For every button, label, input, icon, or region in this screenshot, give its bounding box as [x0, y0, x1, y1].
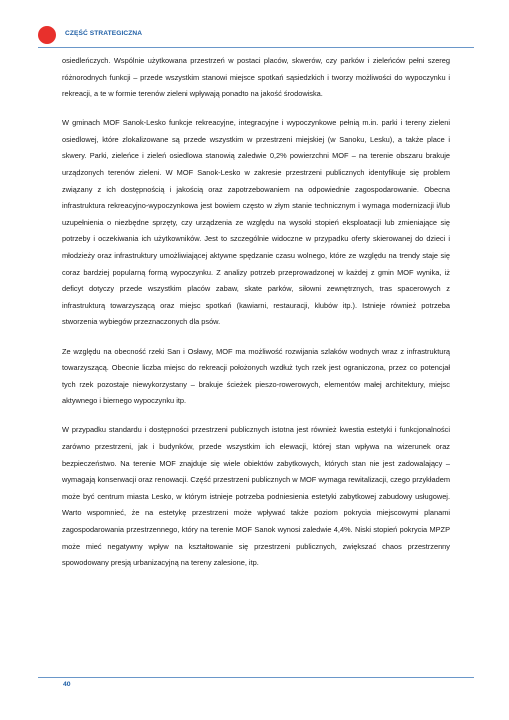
footer-divider	[38, 677, 474, 678]
paragraph-2: W gminach MOF Sanok-Lesko funkcje rekreacyjne, integracyjne i wypoczynkowe pełnią m.in. parki i tereny zieleni osiedlowej, które zlokalizowane są przede wszystkim w przestrzeni miejskiej (w Sanoku, Lesku), a także place i skwery. Parki, zieleńce i zieleń osiedlowa stanowią zaledwie 0,2% powierzchni MOF – na terenie obszaru brakuje urządzonych terenów zieleni. W MOF Sanok-Lesko w zakresie przestrzeni publicznych identyfikuje się problem związany z ich dostępnością i jakością oraz zapotrzebowaniem na odpowiednie zagospodarowanie. Obecna infrastruktura rekreacyjno-wypoczynkowa jest bowiem często w złym stanie technicznym i wymaga modernizacji i/lub uzupełnienia o niezbędne sprzęty, czy urządzenia ze względu na wysoki stopień eksploatacji lub zmieniające się potrzeby i oczekiwania ich użytkowników. Jest to szczególnie widoczne w przypadku oferty skierowanej do dzieci i młodzieży oraz infrastruktury umożliwiającej aktywne spędzanie czasu wolnego, które ze względu na trendy staje się coraz bardziej popularną formą wypoczynku. Z analizy potrzeb przeprowadzonej w każdej z gmin MOF wynika, iż deficyt dotyczy przede wszystkim placów zabaw, skate parków, siłowni zewnętrznych, tras spacerowych z infrastrukturą towarzyszącą oraz miejsc spotkań (kawiarni, restauracji, klubów itp.). Istnieje również potrzeba stworzenia wybiegów przeznaczonych dla psów.	[62, 118, 450, 327]
document-body	[62, 53, 450, 584]
paragraph-1: osiedleńczych. Wspólnie użytkowana przestrzeń w postaci placów, skwerów, czy parków i zieleńców pełni szereg różnorodnych funkcji – przede wszystkim stanowi miejsce spotkań sąsiedzkich i tworzy możliwości do wypoczynku i rekreacji, a te w formie terenów zieleni wpływają ponadto na jakość środowiska.	[62, 56, 450, 99]
paragraph-3: Ze względu na obecność rzeki San i Osławy, MOF ma możliwość rozwijania szlaków wodnych wraz z infrastrukturą towarzyszącą. Obecnie liczba miejsc do rekreacji położonych wzdłuż tych rzek jest ograniczona, przez co potencjał tych rzek pozostaje niewykorzystany – brakuje ścieżek pieszo-rowerowych, elementów małej architektury, miejsc aktywnego i biernego wypoczynku itp.	[62, 346, 450, 406]
section-label: CZĘŚĆ STRATEGICZNA	[65, 30, 143, 37]
red-circle-logo-icon	[38, 26, 56, 44]
header-divider	[38, 47, 474, 48]
paragraph-4: W przypadku standardu i dostępności przestrzeni publicznych istotna jest również kwestia estetyki i funkcjonalności zarówno przestrzeni, jak i budynków, przede wszystkim ich elewacji, której stan wpływa na wizerunek oraz bezpieczeństwo. Na terenie MOF znajduje się wiele obiektów zabytkowych, których stan nie jest zadowalający – wymagają konserwacji oraz renowacji. Część przestrzeni publicznych w MOF wymaga rewitalizacji, czego przykładem może być centrum miasta Lesko, w którym istnieje potrzeba podniesienia estetyki zabytkowej zabudowy usługowej. Warto wspomnieć, że na estetykę przestrzeni może wpływać także poziom pokrycia miejscowymi planami zagospodarowania przestrzennego, który na terenie MOF Sanok wynosi zaledwie 4,4%. Niski stopień pokrycia MPZP może mieć negatywny wpływ na kształtowanie się przestrzeni publicznych, zwiększać chaos przestrzenny spowodowany presją urbanizacyjną na tereny zalesione, itp.	[62, 425, 450, 568]
page-header	[38, 26, 474, 48]
page-number: 40	[63, 681, 71, 688]
